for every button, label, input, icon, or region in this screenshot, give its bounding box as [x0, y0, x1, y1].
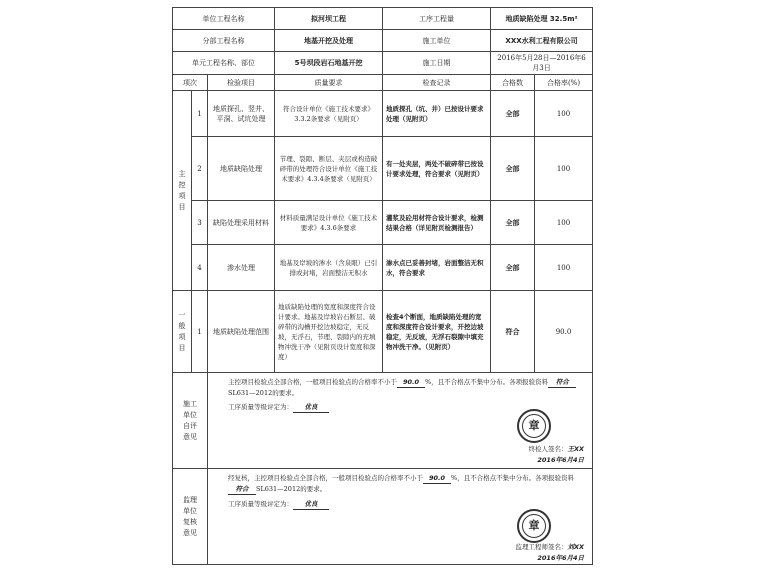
item-qualified: 全部 — [491, 137, 535, 201]
item-qualified: 全部 — [491, 91, 535, 137]
supervisor-eval-row — [173, 469, 593, 565]
item-qualified: 全部 — [491, 201, 535, 245]
item-qualified: 全部 — [491, 245, 535, 291]
eval-rate: 90.0 — [397, 377, 425, 388]
signature-line — [516, 542, 585, 552]
sub-project-value: 地基开挖及处理 — [275, 30, 383, 52]
item-name: 地质探孔、竖井、平洞、试坑处理 — [208, 91, 275, 137]
header-row-3 — [173, 52, 593, 75]
table-row — [173, 201, 593, 245]
inspection-form — [172, 7, 592, 565]
eval-text: SL631—2012的要求。 — [256, 485, 327, 493]
date-value: 2016年5月28日—2016年6月3日 — [491, 52, 593, 75]
process-qty-value: 地质缺陷处理 32.5m² — [491, 8, 593, 30]
main-group-label: 主 控 项 目 — [173, 91, 192, 291]
item-requirement: 材料质量满足设计单位《施工技术要求》4.3.6条要求 — [275, 201, 383, 245]
table-row — [173, 91, 593, 137]
item-requirement: 地质缺陷处理的宽度和深度符合设计要求。地基及岸坡岩石断层、破碎带的沟槽开挖边坡稳定，无反坡，无浮石，节理、裂隙内的充填物冲洗干净（见附页设计宽度和深度） — [275, 291, 383, 373]
eval-conform: 符合 — [228, 484, 256, 495]
item-no: 1 — [192, 291, 208, 373]
contractor-label: 施工单位 — [383, 30, 491, 52]
table-row — [173, 291, 593, 373]
grade-value: 优良 — [293, 402, 329, 413]
process-qty-label: 工序工程量 — [383, 8, 491, 30]
date-label: 施工日期 — [383, 52, 491, 75]
item-name: 地质缺陷处理范围 — [208, 291, 275, 373]
construction-eval-row — [173, 373, 593, 469]
column-header-row — [173, 75, 593, 91]
seal-stamp: 章 — [517, 409, 551, 443]
signer-label: 监理工程师签名： — [515, 543, 568, 551]
item-no: 2 — [192, 137, 208, 201]
seal-stamp: 章 — [517, 509, 551, 543]
contractor-value: XXX水利工程有限公司 — [491, 30, 593, 52]
eval-date: 2016年6月4日 — [537, 554, 585, 562]
item-rate: 100 — [535, 137, 593, 201]
signer-name: 王XX — [567, 445, 585, 453]
item-record: 有一处夹层，两处不破碎带已按设计要求处理，符合要求（见附页） — [383, 137, 491, 201]
construction-eval-label: 施工 单位 自评 意见 — [173, 373, 208, 469]
element-label: 单元工程名称、部位 — [173, 52, 275, 75]
item-record: 渗水点已妥善封堵，岩面整洁无积水，符合要求 — [383, 245, 491, 291]
eval-date: 2016年6月4日 — [537, 456, 585, 464]
general-group-label: 一 般 项 目 — [173, 291, 192, 373]
grade-label: 工序质量等级评定为： — [228, 403, 293, 411]
header-row-1 — [173, 8, 593, 30]
form-table — [172, 7, 593, 565]
col-record: 检查记录 — [383, 75, 491, 91]
item-requirement: 符合设计单位《施工技术要求》3.3.2条要求（见附页） — [275, 91, 383, 137]
col-category: 项次 — [173, 75, 208, 91]
item-rate: 100 — [535, 201, 593, 245]
eval-rate: 90.0 — [423, 473, 451, 484]
item-no: 1 — [192, 91, 208, 137]
grade-value: 优良 — [293, 499, 329, 510]
item-record: 检查4个断面，地质缺陷处理的宽度和深度符合设计要求，开挖边坡稳定，无反坡，无浮石裂隙中填充物冲洗干净。（见附页） — [383, 291, 491, 373]
item-requirement: 地基及岸坡的渗水（含泉眼）已引排或封堵，岩面整洁无积水 — [275, 245, 383, 291]
item-rate: 90.0 — [535, 291, 593, 373]
table-row — [173, 245, 593, 291]
signer-label: 终检人签名： — [528, 445, 568, 453]
construction-eval-content — [208, 373, 593, 469]
item-requirement: 节理、裂隙、断层、夹层或构造破碎带的处理符合设计单位《施工技术要求》4.3.4条要求（见附页） — [275, 137, 383, 201]
eval-text: %，且不合格点不集中分布。各项报验资料 — [425, 378, 549, 386]
signature-line — [529, 444, 585, 454]
eval-text: %，且不合格点不集中分布。各项报验资料 — [451, 474, 575, 482]
col-pass-rate: 合格率(%) — [535, 75, 593, 91]
item-record: 地质探孔（坑、井）已按设计要求处理（见附页） — [383, 91, 491, 137]
item-record: 灌浆及砼用材符合设计要求，检测结果合格（详见附页检测报告） — [383, 201, 491, 245]
col-qualified: 合格数 — [491, 75, 535, 91]
supervisor-eval-label: 监理 单位 复核 意见 — [173, 469, 208, 565]
table-row — [173, 137, 593, 201]
sub-project-label: 分部工程名称 — [173, 30, 275, 52]
item-name: 渗水处理 — [208, 245, 275, 291]
item-rate: 100 — [535, 245, 593, 291]
eval-conform: 符合 — [548, 377, 576, 388]
unit-project-value: 拟河坝工程 — [275, 8, 383, 30]
item-name: 地质缺陷处理 — [208, 137, 275, 201]
element-value: 5号坝段岩石地基开挖 — [275, 52, 383, 75]
item-no: 4 — [192, 245, 208, 291]
eval-text: 经复核，主控项目检验点全部合格，一般项目检验点的合格率不小于 — [228, 474, 423, 482]
item-rate: 100 — [535, 91, 593, 137]
item-qualified: 符合 — [491, 291, 535, 373]
signer-name: 刘XX — [567, 543, 585, 551]
grade-label: 工序质量等级评定为： — [228, 500, 293, 508]
item-name: 缺陷处理采用材料 — [208, 201, 275, 245]
eval-text: 主控项目检验点全部合格，一般项目检验点的合格率不小于 — [228, 378, 397, 386]
col-item: 检验项目 — [208, 75, 275, 91]
unit-project-label: 单位工程名称 — [173, 8, 275, 30]
eval-text: SL631—2012的要求。 — [228, 389, 299, 397]
item-no: 3 — [192, 201, 208, 245]
col-requirement: 质量要求 — [275, 75, 383, 91]
supervisor-eval-content — [208, 469, 593, 565]
header-row-2 — [173, 30, 593, 52]
